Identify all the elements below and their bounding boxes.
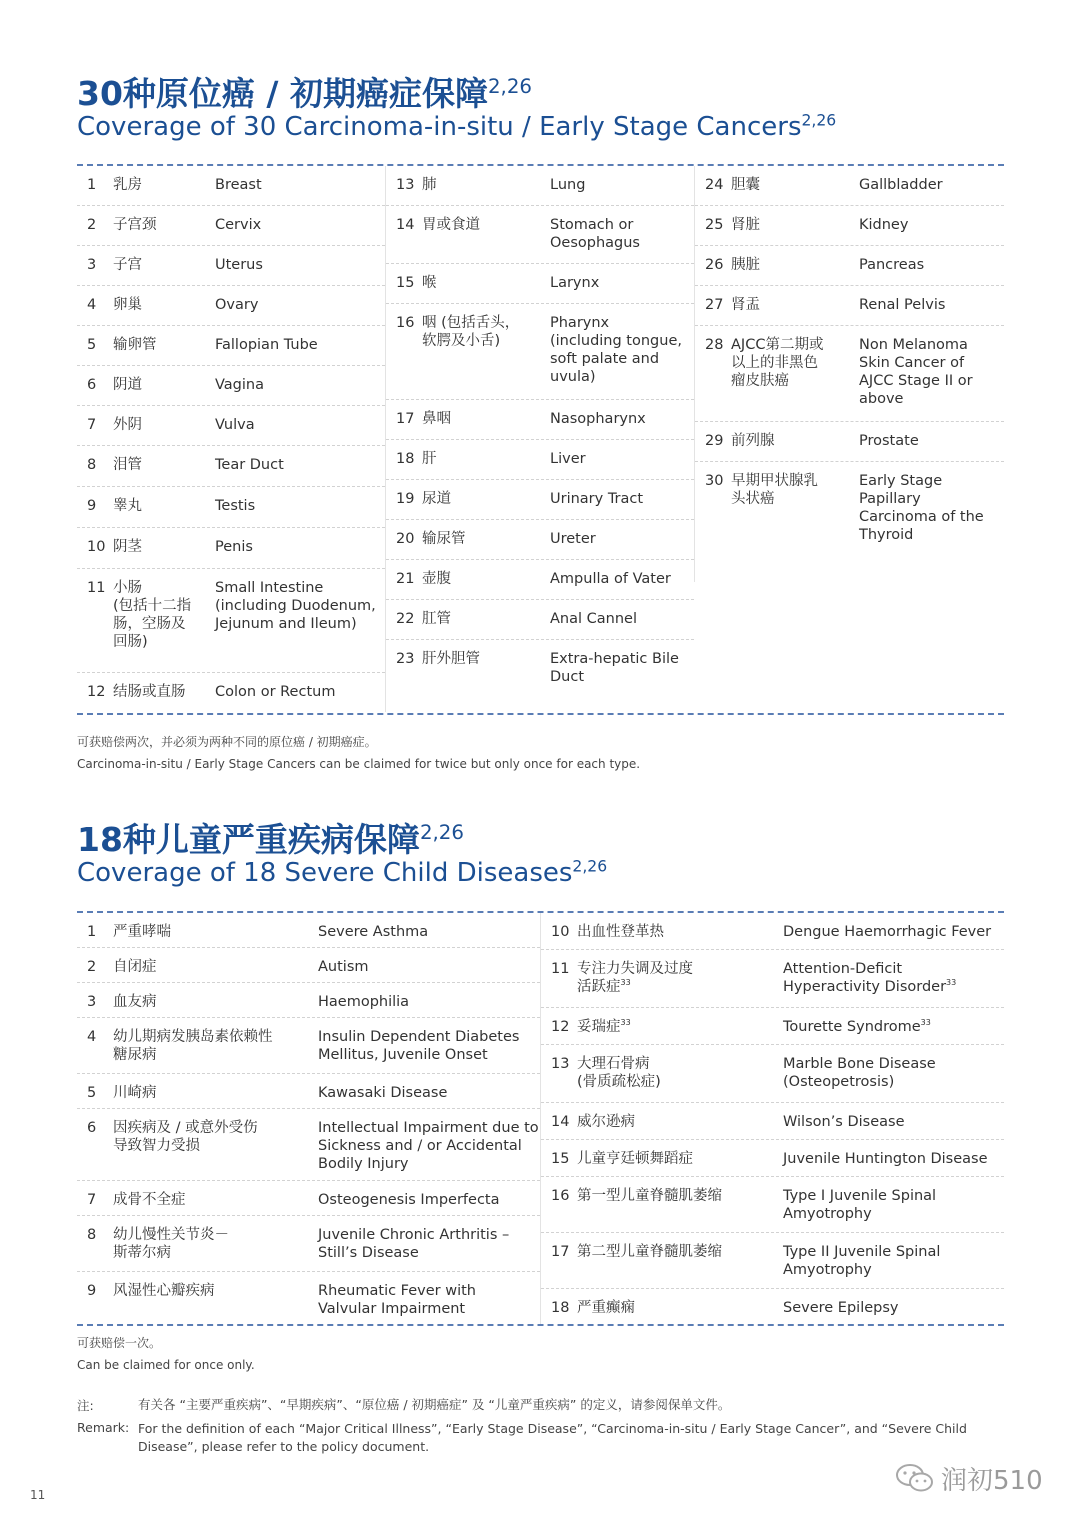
footnote-ref: 33 <box>946 978 957 988</box>
item-name-zh: 自闭症 <box>113 959 157 975</box>
table-row <box>77 487 385 528</box>
table-row <box>77 1074 540 1109</box>
item-number: 22 <box>396 611 415 627</box>
section2-title-zh-sup: 2,26 <box>419 821 464 844</box>
item-number: 16 <box>396 315 415 331</box>
item-number: 18 <box>396 451 415 467</box>
item-number: 3 <box>87 994 97 1010</box>
table-row <box>386 520 694 560</box>
section1-title-zh <box>77 68 532 115</box>
section2-title-en-text: Coverage of 18 Severe Child Diseases <box>77 858 573 888</box>
table-row <box>541 1008 1004 1045</box>
item-name-zh: 外阴 <box>113 417 142 433</box>
remark-text-en: For the definition of each “Major Critical Illness”, “Early Stage Disease”, “Carcinoma-in-situ / Early Stage Cancer”, and “Severe Child Disease”, please refer to the policy document. <box>138 1421 967 1454</box>
item-name-zh: 咽 (包括舌头， 软腭及小舌) <box>422 315 520 349</box>
wechat-watermark-text: 润初510 <box>941 1465 1043 1496</box>
item-name-zh: 出血性登革热 <box>577 924 664 940</box>
item-number: 5 <box>87 1085 97 1101</box>
item-name-en: Gallbladder <box>859 177 943 193</box>
item-name-en: Ovary <box>215 297 259 313</box>
item-name-en: Colon or Rectum <box>215 684 336 700</box>
item-number: 8 <box>87 457 97 473</box>
item-name-en: Vagina <box>215 377 264 393</box>
item-number: 10 <box>551 924 570 940</box>
table-row <box>695 422 1004 462</box>
item-number: 13 <box>396 177 415 193</box>
table-row <box>77 913 540 948</box>
section2-title-en <box>77 858 607 888</box>
section1-note-en: Carcinoma-in-situ / Early Stage Cancers can be claimed for twice but only once for each type. <box>77 757 641 771</box>
item-name-en: Autism <box>318 959 369 975</box>
item-name-en: Prostate <box>859 433 919 449</box>
item-name-zh: 鼻咽 <box>422 411 451 427</box>
item-number: 12 <box>551 1019 570 1035</box>
table-row <box>541 1289 1004 1325</box>
table-row <box>695 166 1004 206</box>
item-name-en: Stomach or Oesophagus <box>550 217 640 251</box>
item-name-zh: 成骨不全症 <box>113 1192 186 1208</box>
section2-title-zh-text: 18种儿童严重疾病保障 <box>77 820 420 859</box>
table-row <box>541 1103 1004 1140</box>
item-number: 19 <box>396 491 415 507</box>
item-name-zh: 肝外胆管 <box>422 651 480 667</box>
item-name-en: Liver <box>550 451 586 467</box>
section1-title-en <box>77 112 836 142</box>
item-name-en: Vulva <box>215 417 255 433</box>
item-number: 13 <box>551 1056 570 1072</box>
item-name-zh: 胰脏 <box>731 257 760 273</box>
section1-column-1 <box>77 166 385 714</box>
table-row <box>386 264 694 304</box>
table-row <box>541 1140 1004 1177</box>
item-name-zh: 肛管 <box>422 611 451 627</box>
item-name-zh: 乳房 <box>113 177 142 193</box>
item-name-zh: 风湿性心瓣疾病 <box>113 1283 215 1299</box>
item-name-zh: 威尔逊病 <box>577 1114 635 1130</box>
item-name-en: Osteogenesis Imperfecta <box>318 1192 500 1208</box>
item-number: 20 <box>396 531 415 547</box>
item-number: 8 <box>87 1227 97 1243</box>
section2-title-en-sup: 2,26 <box>572 857 608 876</box>
item-number: 16 <box>551 1188 570 1204</box>
item-name-zh: 肺 <box>422 177 437 193</box>
item-name-zh: 输卵管 <box>113 337 157 353</box>
item-number: 3 <box>87 257 97 273</box>
section1-title-zh-sup: 2,26 <box>487 75 532 98</box>
table-row <box>77 1216 540 1272</box>
item-name-zh: 睾丸 <box>113 498 142 514</box>
item-number: 27 <box>705 297 724 313</box>
item-name-en: Severe Epilepsy <box>783 1300 899 1316</box>
item-name-zh: 阴道 <box>113 377 142 393</box>
table-row <box>695 246 1004 286</box>
item-name-en: Type I Juvenile Spinal Amyotrophy <box>783 1188 937 1222</box>
table-row <box>695 326 1004 422</box>
table-row <box>77 1181 540 1216</box>
item-name-zh: 喉 <box>422 275 437 291</box>
item-name-en: Haemophilia <box>318 994 410 1010</box>
table-row <box>77 983 540 1018</box>
item-number: 30 <box>705 473 724 489</box>
table-row <box>77 673 385 714</box>
footnote-ref: 33 <box>620 1018 631 1028</box>
section1-note-zh: 可获赔偿两次，并必须为两种不同的原位癌 / 初期癌症。 <box>77 735 377 749</box>
item-name-en: Cervix <box>215 217 262 233</box>
item-name-en: Breast <box>215 177 262 193</box>
remark-label-en: Remark: <box>77 1420 130 1435</box>
remark-text-zh: 有关各 “主要严重疾病”、“早期疾病”、“原位癌 / 初期癌症” 及 “儿童严重疾病” 的定义，请参阅保单文件。 <box>138 1397 731 1412</box>
table-row <box>386 304 694 400</box>
table-row <box>386 206 694 264</box>
item-name-zh: 结肠或直肠 <box>113 684 186 700</box>
item-name-zh: 严重癫痫 <box>577 1300 635 1316</box>
table-row <box>695 462 1004 582</box>
table-row <box>386 400 694 440</box>
remark-label-zh: 注: <box>77 1398 94 1413</box>
item-number: 2 <box>87 217 97 233</box>
item-number: 17 <box>396 411 415 427</box>
item-name-en: Insulin Dependent Diabetes Mellitus, Juvenile Onset <box>318 1029 520 1063</box>
item-name-zh: 早期甲状腺乳 头状癌 <box>731 473 818 507</box>
item-number: 18 <box>551 1300 570 1316</box>
item-name-zh: 血友病 <box>113 994 157 1010</box>
item-name-en: Urinary Tract <box>550 491 644 507</box>
section2-note-en: Can be claimed for once only. <box>77 1358 255 1372</box>
table-row <box>77 246 385 286</box>
item-name-en: Attention-Deficit Hyperactivity Disorder$^{33}$ <box>783 961 957 995</box>
item-name-zh: 前列腺 <box>731 433 775 449</box>
item-name-en: Extra-hepatic Bile Duct <box>550 651 679 685</box>
item-name-en: Severe Asthma <box>318 924 429 940</box>
item-name-zh: 第二型儿童脊髓肌萎缩 <box>577 1244 722 1260</box>
item-number: 9 <box>87 498 97 514</box>
section1-bottom-rule <box>77 713 1004 715</box>
item-name-zh: 专注力失调及过度 活跃症$^{33}$ <box>577 961 693 995</box>
item-number: 5 <box>87 337 97 353</box>
item-number: 4 <box>87 297 97 313</box>
wechat-icon <box>895 1462 935 1494</box>
item-name-en: Dengue Haemorrhagic Fever <box>783 924 992 940</box>
page-number: 11 <box>30 1488 46 1502</box>
table-row <box>541 1045 1004 1103</box>
table-row <box>541 1233 1004 1289</box>
section2-title-zh <box>77 814 464 861</box>
table-row <box>77 569 385 673</box>
item-name-en: Small Intestine (including Duodenum, Jejunum and Ileum) <box>215 580 376 632</box>
table-row <box>386 640 694 712</box>
section1-column-3 <box>694 166 1004 582</box>
table-row <box>386 560 694 600</box>
item-name-en: Tear Duct <box>215 457 284 473</box>
item-name-zh: 肝 <box>422 451 437 467</box>
item-name-zh: 川崎病 <box>113 1085 157 1101</box>
item-number: 17 <box>551 1244 570 1260</box>
item-number: 7 <box>87 417 97 433</box>
item-number: 9 <box>87 1283 97 1299</box>
item-name-en: Type II Juvenile Spinal Amyotrophy <box>783 1244 941 1278</box>
item-name-en: Kidney <box>859 217 909 233</box>
item-name-zh: 子宫颈 <box>113 217 157 233</box>
table-row <box>77 366 385 406</box>
item-number: 24 <box>705 177 724 193</box>
item-number: 28 <box>705 337 724 353</box>
item-name-zh: 肾盂 <box>731 297 760 313</box>
table-row <box>541 1177 1004 1233</box>
table-row <box>77 1272 540 1324</box>
section1-column-2 <box>385 166 694 712</box>
section2-note-zh: 可获赔偿一次。 <box>77 1336 162 1350</box>
item-name-zh: 妥瑞症$^{33}$ <box>577 1018 631 1035</box>
item-name-zh: 阴茎 <box>113 539 142 555</box>
item-name-en: Juvenile Chronic Arthritis – Still’s Disease <box>318 1227 510 1261</box>
item-number: 6 <box>87 1120 97 1136</box>
item-name-en: Wilson’s Disease <box>783 1114 905 1130</box>
item-name-zh: 因疾病及 / 或意外受伤 导致智力受损 <box>113 1120 258 1154</box>
table-row <box>77 206 385 246</box>
table-row <box>77 166 385 206</box>
section2-column-1 <box>77 913 540 1324</box>
table-row <box>695 206 1004 246</box>
item-name-en: Marble Bone Disease (Osteopetrosis) <box>783 1056 936 1090</box>
section2-bottom-rule <box>77 1324 1004 1326</box>
section1-title-en-sup: 2,26 <box>801 111 837 130</box>
item-name-zh: 胃或食道 <box>422 217 480 233</box>
item-name-en: Rheumatic Fever with Valvular Impairment <box>318 1283 476 1317</box>
item-number: 2 <box>87 959 97 975</box>
item-number: 25 <box>705 217 724 233</box>
item-name-zh: 子宫 <box>113 257 142 273</box>
item-name-en: Pancreas <box>859 257 925 273</box>
table-row <box>541 950 1004 1008</box>
table-row <box>386 600 694 640</box>
item-number: 10 <box>87 539 106 555</box>
item-name-zh: 胆囊 <box>731 177 760 193</box>
table-row <box>77 948 540 983</box>
item-name-en: Uterus <box>215 257 263 273</box>
item-number: 11 <box>87 580 106 596</box>
item-name-zh: 壶腹 <box>422 571 451 587</box>
table-row <box>77 528 385 569</box>
item-number: 23 <box>396 651 415 667</box>
item-number: 1 <box>87 177 97 193</box>
table-row <box>541 913 1004 950</box>
item-number: 6 <box>87 377 97 393</box>
item-name-en: Intellectual Impairment due to Sickness and / or Accidental Bodily Injury <box>318 1120 539 1172</box>
item-name-en: Testis <box>215 498 256 514</box>
item-name-en: Early Stage Papillary Carcinoma of the Thyroid <box>859 473 984 543</box>
item-name-zh: AJCC第二期或 以上的非黑色 瘤皮肤癌 <box>731 337 824 389</box>
table-row <box>695 286 1004 326</box>
item-name-en: Kawasaki Disease <box>318 1085 448 1101</box>
footnote-ref: 33 <box>620 978 631 988</box>
item-name-zh: 儿童亨廷顿舞蹈症 <box>577 1151 693 1167</box>
item-name-en: Non Melanoma Skin Cancer of AJCC Stage II or above <box>859 337 973 407</box>
table-row <box>386 440 694 480</box>
item-name-en: Renal Pelvis <box>859 297 946 313</box>
item-name-zh: 肾脏 <box>731 217 760 233</box>
table-row <box>77 446 385 487</box>
item-number: 14 <box>551 1114 570 1130</box>
item-name-zh: 输尿管 <box>422 531 466 547</box>
table-row <box>77 406 385 446</box>
section2-column-2 <box>540 913 1004 1325</box>
item-name-en: Penis <box>215 539 253 555</box>
item-name-zh: 幼儿慢性关节炎－ 斯蒂尔病 <box>113 1227 229 1261</box>
table-row <box>386 166 694 206</box>
table-row <box>77 1018 540 1074</box>
item-name-zh: 严重哮喘 <box>113 924 171 940</box>
item-name-en: Larynx <box>550 275 600 291</box>
item-name-en: Anal Cannel <box>550 611 637 627</box>
item-number: 26 <box>705 257 724 273</box>
item-name-zh: 泪管 <box>113 457 142 473</box>
item-number: 4 <box>87 1029 97 1045</box>
item-name-zh: 尿道 <box>422 491 451 507</box>
item-number: 14 <box>396 217 415 233</box>
item-number: 7 <box>87 1192 97 1208</box>
item-name-zh: 卵巢 <box>113 297 142 313</box>
item-number: 1 <box>87 924 97 940</box>
item-name-en: Fallopian Tube <box>215 337 318 353</box>
item-number: 11 <box>551 961 570 977</box>
item-name-en: Ureter <box>550 531 596 547</box>
section1-title-en-text: Coverage of 30 Carcinoma-in-situ / Early Stage Cancers <box>77 112 802 142</box>
item-name-en: Nasopharynx <box>550 411 646 427</box>
table-row <box>77 1109 540 1181</box>
table-row <box>77 326 385 366</box>
item-number: 29 <box>705 433 724 449</box>
item-name-en: Juvenile Huntington Disease <box>783 1151 988 1167</box>
item-number: 15 <box>396 275 415 291</box>
item-name-zh: 第一型儿童脊髓肌萎缩 <box>577 1188 722 1204</box>
item-name-zh: 幼儿期病发胰岛素依赖性 糖尿病 <box>113 1029 273 1063</box>
section1-title-zh-text: 30种原位癌 / 初期癌症保障 <box>77 74 488 113</box>
wechat-watermark <box>895 1460 1043 1496</box>
item-number: 12 <box>87 684 106 700</box>
table-row <box>386 480 694 520</box>
item-name-zh: 小肠 (包括十二指 肠，空肠及 回肠) <box>113 580 192 650</box>
item-name-en: Ampulla of Vater <box>550 571 671 587</box>
item-number: 21 <box>396 571 415 587</box>
item-name-en: Tourette Syndrome$^{33}$ <box>783 1018 931 1035</box>
footnote-ref: 33 <box>920 1018 931 1028</box>
item-name-en: Lung <box>550 177 586 193</box>
table-row <box>77 286 385 326</box>
item-number: 15 <box>551 1151 570 1167</box>
item-name-en: Pharynx (including tongue, soft palate and uvula) <box>550 315 682 385</box>
item-name-zh: 大理石骨病 (骨质疏松症) <box>577 1056 661 1090</box>
